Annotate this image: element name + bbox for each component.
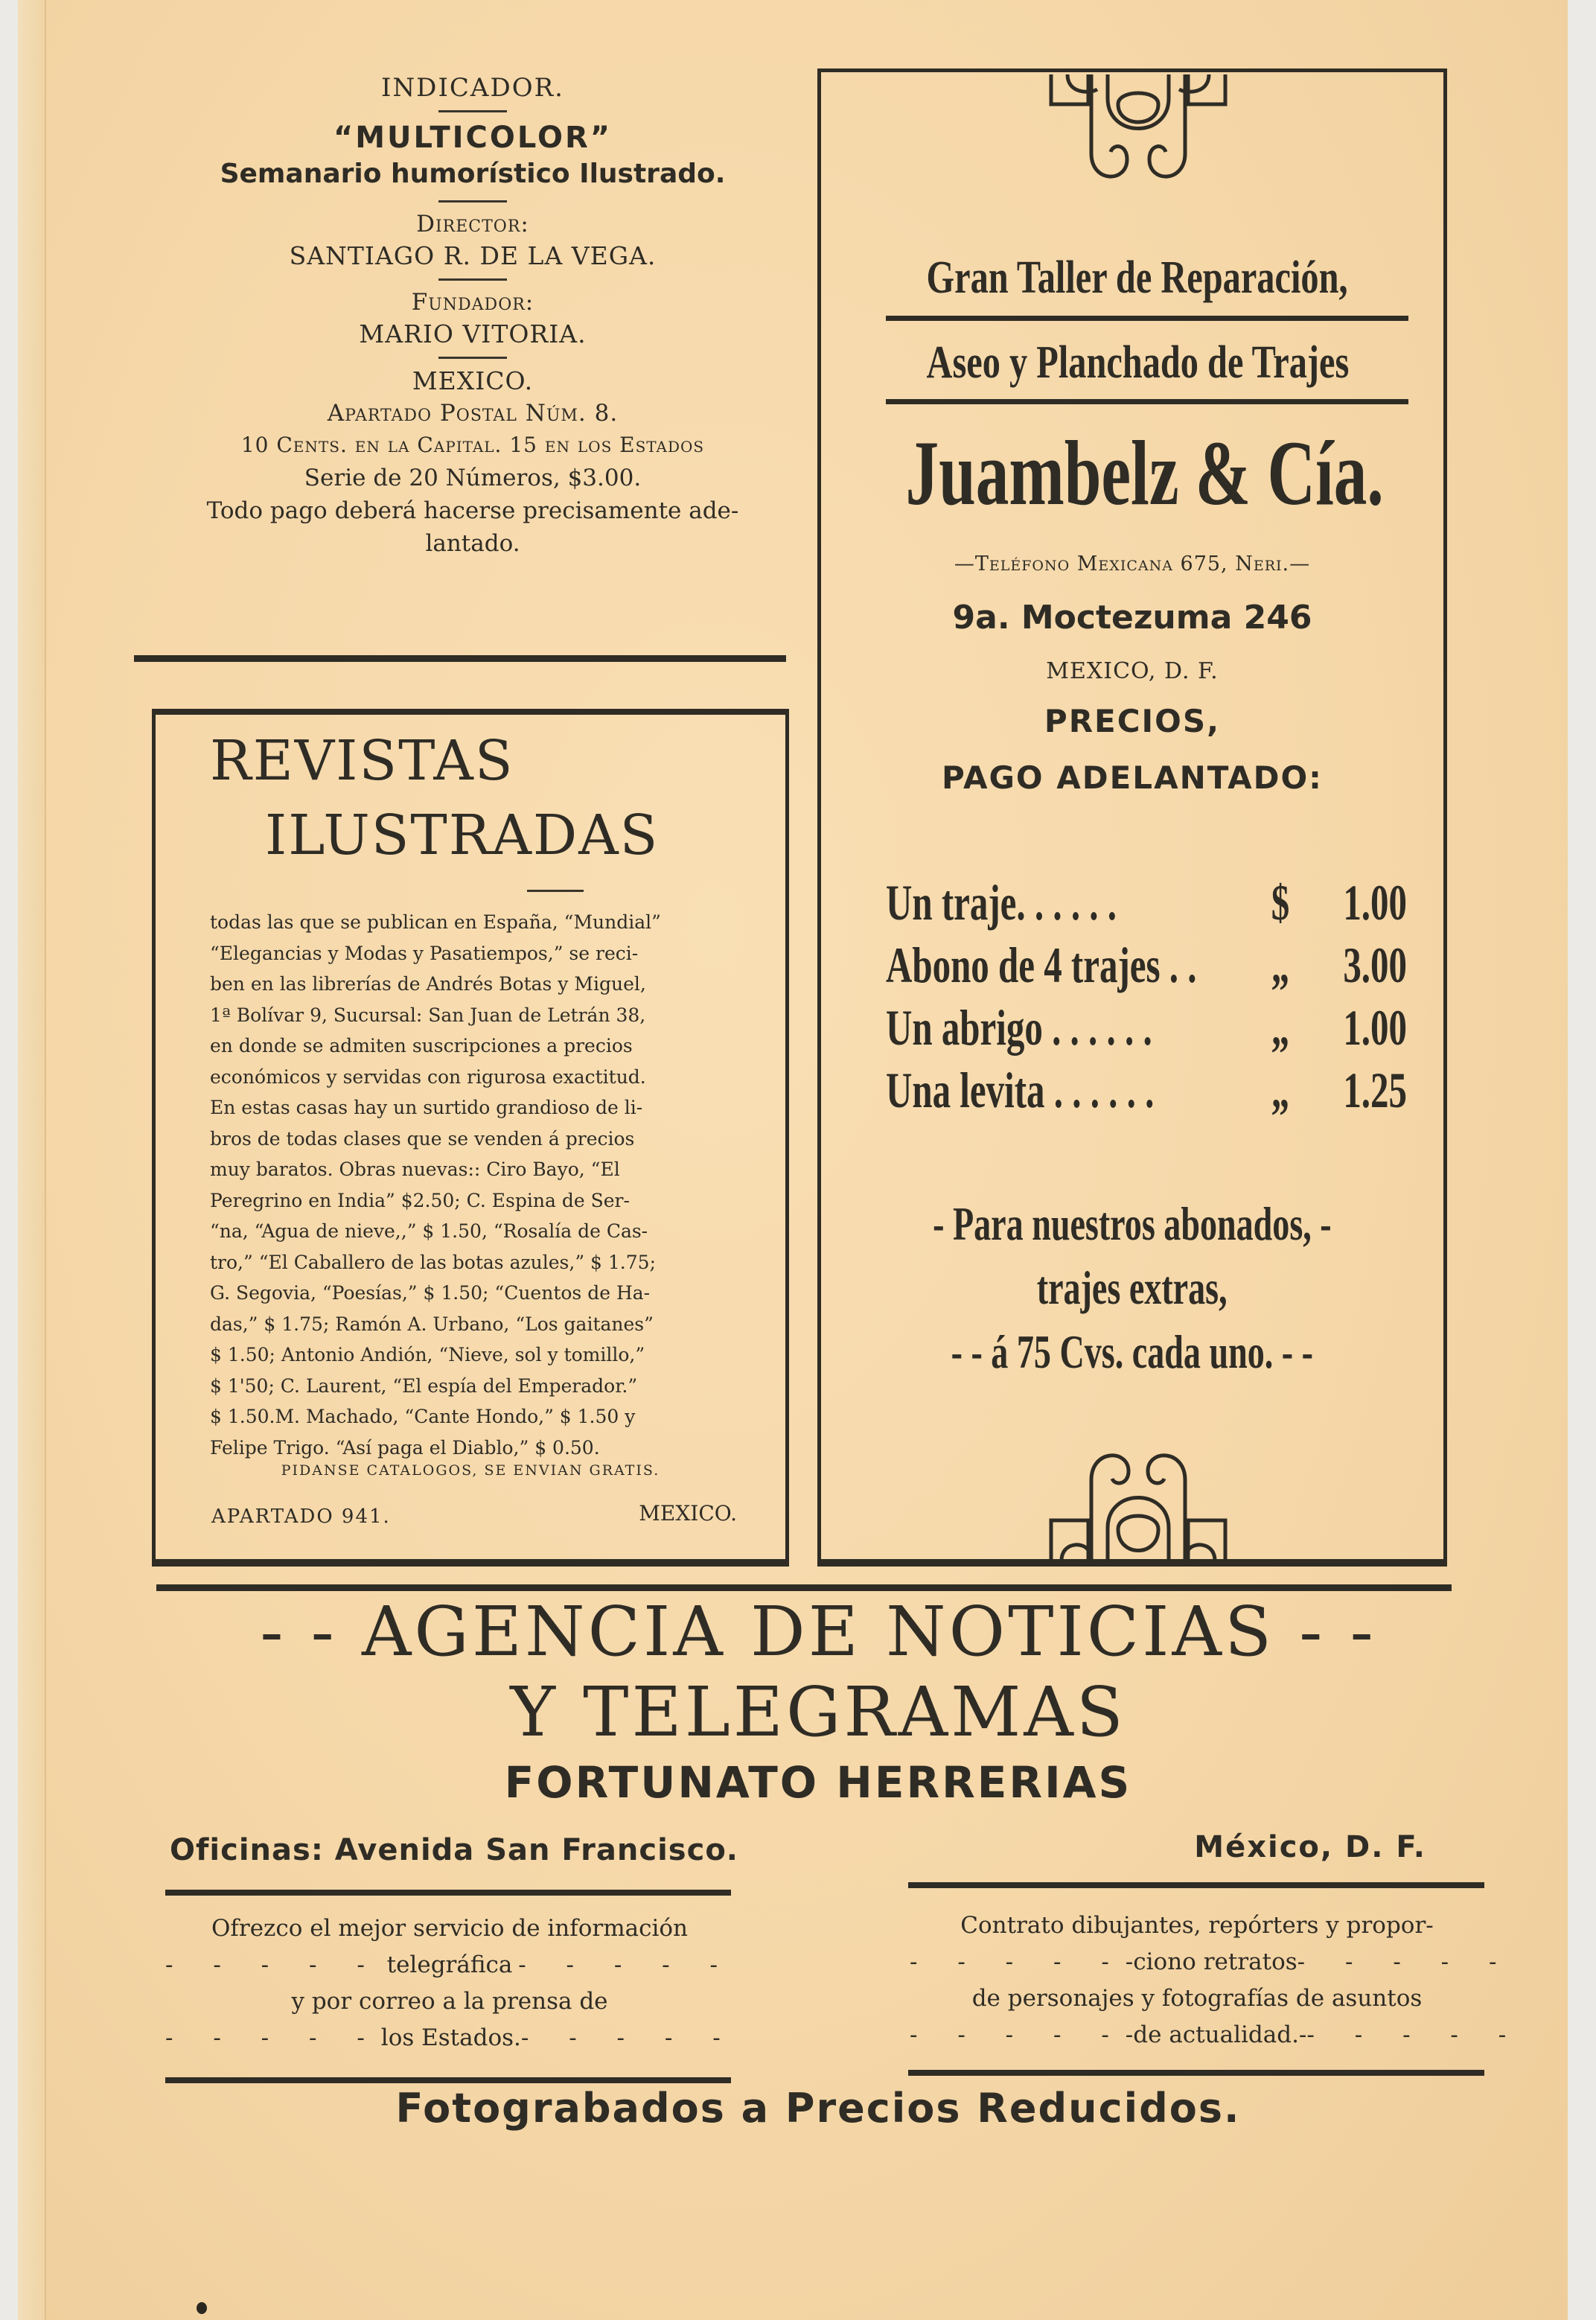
- agencia-city: México, D. F.: [1194, 1830, 1426, 1864]
- payment-note-line: Todo pago deberá hacerse precisamente ade-: [206, 497, 739, 524]
- director-name: SANTIAGO R. DE LA VEGA.: [289, 241, 657, 270]
- po-box: Apartado Postal Núm. 8.: [327, 400, 619, 427]
- extras-text: - Para nuestros abonados, -: [933, 1197, 1332, 1250]
- phone-line: —Teléfono Mexicana 675, Neri.—: [954, 552, 1311, 576]
- revistas-title-line1: REVISTAS: [210, 729, 514, 793]
- indicador-block: [149, 71, 797, 560]
- revistas-ad: [152, 709, 789, 1567]
- column-rule: [908, 2070, 1484, 2076]
- body-line: tro,” “El Caballero de las botas azules,” $ 1.75;: [210, 1251, 656, 1273]
- section-rule: [156, 1584, 1452, 1591]
- divider: [886, 399, 1408, 404]
- price-item: Un traje. . . . . .: [886, 874, 1117, 931]
- price-item: Una levita . . . . . .: [886, 1062, 1155, 1118]
- price-currency: „: [1271, 999, 1290, 1056]
- price-row: [886, 996, 1407, 1059]
- body-line: G. Segovia, “Poesías,” $ 1.50; “Cuentos de Ha-: [210, 1282, 651, 1304]
- director-label: Director:: [416, 211, 529, 238]
- revistas-body: [210, 907, 731, 1463]
- body-line: $ 1.50; Antonio Andión, “Nieve, sol y tomillo,”: [210, 1344, 645, 1365]
- extras-line3: [817, 1321, 1447, 1383]
- extras-line1: [817, 1193, 1447, 1255]
- price-row: [886, 1059, 1407, 1121]
- dashes: - - - - -: [1297, 1948, 1513, 1975]
- col-line: los Estados.: [380, 2024, 521, 2051]
- revistas-city: MEXICO.: [639, 1501, 737, 1526]
- divider: [527, 890, 584, 892]
- body-line: $ 1.50.M. Machado, “Cante Hondo,” $ 1.50 y: [210, 1406, 636, 1427]
- ink-spot: [197, 2302, 207, 2314]
- divider: [438, 278, 507, 281]
- col-line: telegráfica: [386, 1951, 513, 1978]
- body-line: En estas casas hay un surtido grandioso de li-: [210, 1097, 643, 1118]
- city: MEXICO.: [412, 366, 534, 395]
- company-name: Juambelz & Cía.: [905, 422, 1384, 524]
- section-rule: [134, 655, 786, 662]
- agencia-right-column: [910, 1908, 1523, 2053]
- dashes: - - - - -: [518, 1951, 734, 1978]
- col-line: Contrato dibujantes, repórters y propor-: [960, 1912, 1434, 1939]
- agencia-office: Oficinas: Avenida San Francisco.: [170, 1833, 738, 1867]
- agencia-owner: FORTUNATO HERRERIAS: [504, 1757, 1132, 1808]
- city: MEXICO, D. F.: [1046, 658, 1219, 684]
- price-amount: 1.00: [1343, 874, 1407, 931]
- body-line: bros de todas clases que se venden á precios: [210, 1127, 635, 1150]
- col-line: Ofrezco el mejor servicio de información: [211, 1915, 689, 1942]
- body-line: Felipe Trigo. “Así paga el Diablo,” $ 0.50.: [210, 1436, 600, 1459]
- price-row: [886, 934, 1407, 996]
- body-line: ben en las librerías de Andrés Botas y Miguel,: [210, 973, 646, 995]
- price-currency: „: [1271, 1062, 1290, 1118]
- agencia-title-line2: Y TELEGRAMAS: [510, 1672, 1126, 1752]
- address: 9a. Moctezuma 246: [952, 599, 1312, 637]
- column-rule: [165, 1890, 731, 1896]
- col-line-dashed: [910, 1944, 1513, 1980]
- price-amount: 3.00: [1343, 937, 1407, 993]
- art-nouveau-ornament-icon: [1045, 71, 1231, 183]
- body-line: en donde se admiten suscripciones a precios: [210, 1035, 633, 1057]
- divider: [438, 357, 507, 359]
- service-heading-line1: Gran Taller de Reparación,: [926, 252, 1348, 303]
- price-currency: $: [1271, 874, 1290, 931]
- dashes: - - - - -: [520, 2024, 737, 2051]
- price-list: [886, 871, 1407, 1121]
- column-rule: [165, 2077, 731, 2083]
- payment-note: [149, 494, 797, 560]
- body-line: muy baratos. Obras nuevas:: Ciro Bayo, “El: [210, 1159, 620, 1180]
- series-price: Serie de 20 Números, $3.00.: [304, 465, 642, 491]
- art-nouveau-ornament-icon: [1045, 1446, 1231, 1561]
- body-line: “Elegancias y Modas y Pasatiempos,” se reci-: [210, 942, 639, 964]
- price-item: Abono de 4 trajes . .: [886, 937, 1197, 993]
- price-amount: 1.00: [1343, 999, 1407, 1056]
- prices-subheading: PAGO ADELANTADO:: [942, 759, 1323, 796]
- founder-name: MARIO VITORIA.: [359, 319, 587, 348]
- col-line: -de actualidad.-: [1125, 2021, 1307, 2048]
- body-line: $ 1'50; C. Laurent, “El espía del Emperador.”: [210, 1374, 638, 1397]
- prices-heading: PRECIOS,: [1044, 703, 1221, 739]
- agencia-title-line1: - - AGENCIA DE NOTICIAS - -: [260, 1592, 1376, 1672]
- divider: [886, 316, 1408, 321]
- revistas-po-box: APARTADO 941.: [211, 1505, 391, 1528]
- price-line: 10 Cents. en la Capital. 15 en los Estados: [240, 433, 705, 457]
- col-line: y por correo a la prensa de: [291, 1988, 608, 2015]
- body-line: Peregrino en India” $2.50; C. Espina de Ser-: [210, 1189, 630, 1211]
- extras-text: - - á 75 Cvs. cada uno. - -: [951, 1325, 1314, 1378]
- juambelz-ad: [817, 68, 1447, 1567]
- price-item: Un abrigo . . . . . .: [886, 999, 1152, 1056]
- catalog-note: PIDANSE CATALOGOS, SE ENVIAN GRATIS.: [281, 1462, 660, 1479]
- dashes: - - - - -: [165, 1951, 381, 1978]
- column-rule: [908, 1882, 1484, 1888]
- body-line: das,” $ 1.75; Ramón A. Urbano, “Los gaitanes”: [210, 1313, 654, 1335]
- agencia-footer: Fotograbados a Precios Reducidos.: [395, 2085, 1241, 2132]
- indicador-label: INDICADOR.: [381, 73, 564, 103]
- founder-label: Fundador:: [411, 289, 534, 316]
- dashes: - - - - -: [165, 2024, 381, 2051]
- magazine-title: “MULTICOLOR”: [333, 121, 613, 155]
- price-row: [886, 871, 1407, 934]
- col-line-dashed: [910, 2017, 1523, 2053]
- service-heading-line2: Aseo y Planchado de Trajes: [926, 337, 1350, 388]
- col-line: -ciono retratos: [1125, 1948, 1297, 1975]
- body-line: “na, “Agua de nieve,,” $ 1.50, “Rosalía de Cas-: [210, 1220, 648, 1242]
- magazine-page: [18, 0, 1568, 2320]
- price-amount: 1.25: [1343, 1062, 1407, 1118]
- dashes: - - - - -: [910, 1948, 1126, 1975]
- extras-text: trajes extras,: [1037, 1261, 1228, 1314]
- divider: [438, 200, 507, 203]
- divider: [438, 110, 507, 112]
- payment-note-line: lantado.: [425, 530, 520, 557]
- extras-line2: [817, 1257, 1447, 1319]
- body-line: todas las que se publican en España, “Mundial”: [210, 911, 661, 933]
- col-line-dashed: [165, 1947, 734, 1983]
- price-currency: „: [1271, 937, 1290, 993]
- magazine-subtitle: Semanario humorístico Ilustrado.: [220, 159, 726, 189]
- page-edge: [18, 0, 46, 2320]
- col-line: de personajes y fotografías de asuntos: [971, 1985, 1423, 2012]
- dashes: - - - - -: [910, 2021, 1126, 2048]
- body-line: 1ª Bolívar 9, Sucursal: San Juan de Letrán 38,: [210, 1004, 646, 1026]
- col-line-dashed: [165, 2020, 737, 2056]
- dashes: - - - - -: [1306, 2021, 1523, 2048]
- revistas-title-line2: ILUSTRADAS: [265, 803, 660, 867]
- agencia-left-column: [165, 1911, 737, 2056]
- body-line: económicos y servidas con rigurosa exactitud.: [210, 1065, 646, 1088]
